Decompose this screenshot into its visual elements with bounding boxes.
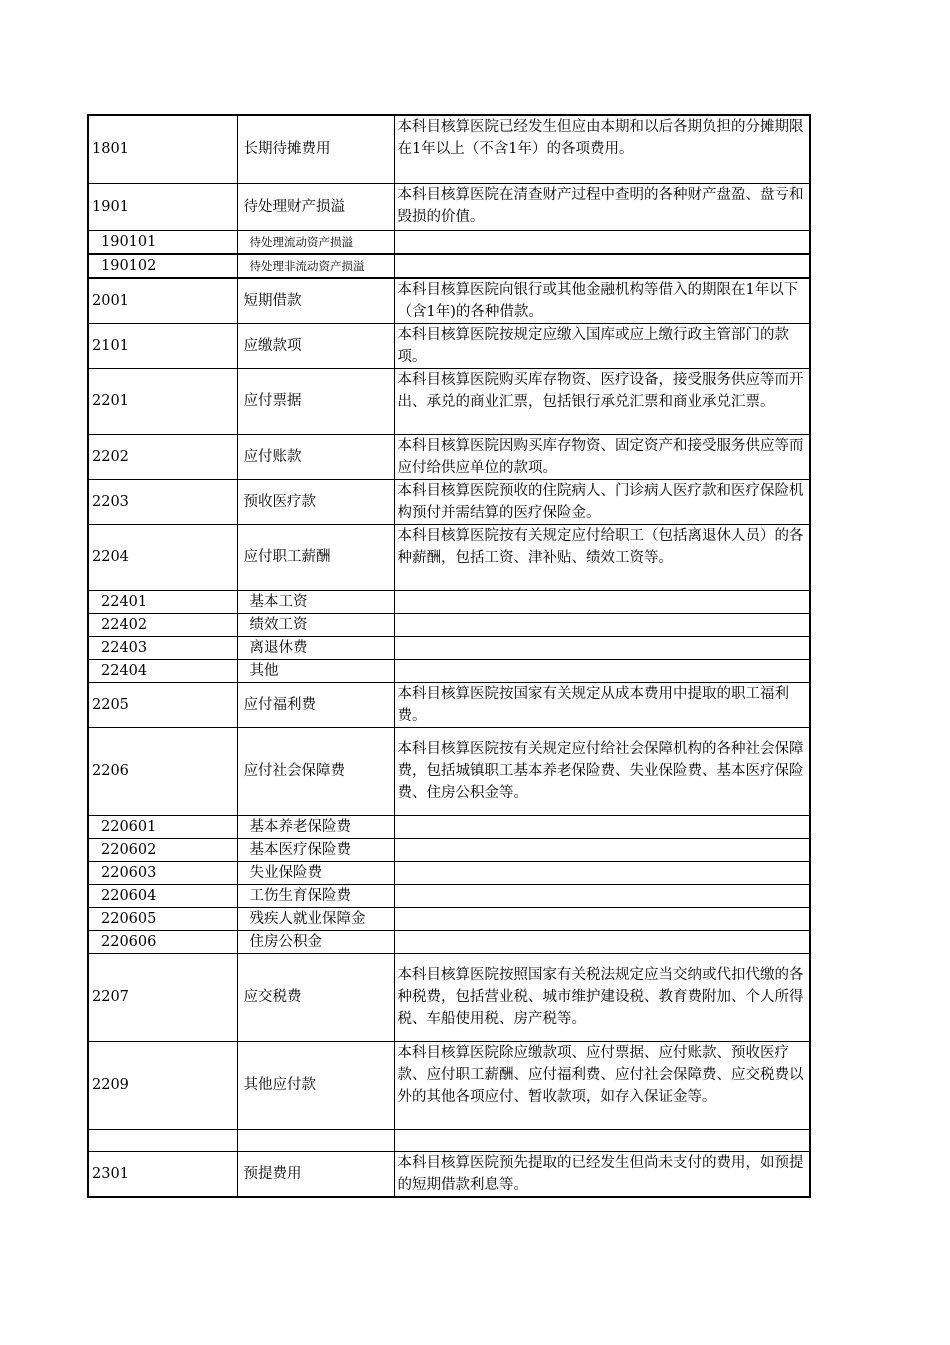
account-description: 本科目核算医院已经发生但应由本期和以后各期负担的分摊期限在1年以上（不含1年）的各项费用。 — [394, 115, 810, 183]
account-code: 220602 — [88, 838, 237, 861]
account-description — [394, 254, 810, 278]
account-name: 预收医疗款 — [237, 479, 394, 524]
account-description — [394, 659, 810, 682]
account-name: 待处理非流动资产损溢 — [237, 254, 394, 278]
account-name: 应付票据 — [237, 368, 394, 434]
account-code: 2001 — [88, 278, 237, 324]
table-row — [88, 659, 810, 682]
account-description: 本科目核算医院在清查财产过程中查明的各种财产盘盈、盘亏和毁损的价值。 — [394, 183, 810, 230]
account-name: 应付职工薪酬 — [237, 524, 394, 590]
account-description — [394, 1129, 810, 1151]
account-code: 2209 — [88, 1041, 237, 1129]
account-name: 工伤生育保险费 — [237, 884, 394, 907]
account-name: 长期待摊费用 — [237, 115, 394, 183]
account-code: 220603 — [88, 861, 237, 884]
table-row — [88, 682, 810, 727]
table-row — [88, 930, 810, 953]
account-name: 应付账款 — [237, 434, 394, 479]
account-code: 2205 — [88, 682, 237, 727]
account-name: 其他 — [237, 659, 394, 682]
account-description: 本科目核算医院按国家有关规定从成本费用中提取的职工福利费。 — [394, 682, 810, 727]
table-row — [88, 278, 810, 324]
account-name: 应付社会保障费 — [237, 727, 394, 815]
account-name: 应缴款项 — [237, 323, 394, 368]
table-row — [88, 254, 810, 278]
account-description: 本科目核算医院购买库存物资、医疗设备，接受服务供应等而开出、承兑的商业汇票，包括银行承兑汇票和商业承兑汇票。 — [394, 368, 810, 434]
account-code: 2201 — [88, 368, 237, 434]
account-description: 本科目核算医院因购买库存物资、固定资产和接受服务供应等而应付给供应单位的款项。 — [394, 434, 810, 479]
table-row — [88, 590, 810, 613]
account-name: 基本医疗保险费 — [237, 838, 394, 861]
account-name: 应交税费 — [237, 953, 394, 1041]
table-row — [88, 323, 810, 368]
account-code: 2101 — [88, 323, 237, 368]
account-code: 220601 — [88, 815, 237, 838]
account-name: 待处理财产损溢 — [237, 183, 394, 230]
account-code: 220604 — [88, 884, 237, 907]
table-row — [88, 1041, 810, 1129]
account-code: 190101 — [88, 230, 237, 254]
account-description — [394, 884, 810, 907]
account-name: 其他应付款 — [237, 1041, 394, 1129]
account-code: 1801 — [88, 115, 237, 183]
table-row — [88, 368, 810, 434]
account-code: 2202 — [88, 434, 237, 479]
table-row — [88, 861, 810, 884]
table-row — [88, 907, 810, 930]
table-row — [88, 953, 810, 1041]
account-name: 待处理流动资产损溢 — [237, 230, 394, 254]
account-code: 22404 — [88, 659, 237, 682]
account-code: 2206 — [88, 727, 237, 815]
account-name: 应付福利费 — [237, 682, 394, 727]
account-code — [88, 1129, 237, 1151]
account-code: 2207 — [88, 953, 237, 1041]
table-row — [88, 115, 810, 183]
account-description — [394, 230, 810, 254]
account-description: 本科目核算医院预收的住院病人、门诊病人医疗款和医疗保险机构预付并需结算的医疗保险金。 — [394, 479, 810, 524]
account-description — [394, 636, 810, 659]
account-description — [394, 930, 810, 953]
account-description: 本科目核算医院预先提取的已经发生但尚未支付的费用，如预提的短期借款利息等。 — [394, 1151, 810, 1197]
account-code: 190102 — [88, 254, 237, 278]
account-name — [237, 1129, 394, 1151]
table-row — [88, 183, 810, 230]
table-row — [88, 613, 810, 636]
account-description: 本科目核算医院按照国家有关税法规定应当交纳或代扣代缴的各种税费，包括营业税、城市维护建设税、教育费附加、个人所得税、车船使用税、房产税等。 — [394, 953, 810, 1041]
account-code: 1901 — [88, 183, 237, 230]
account-name: 住房公积金 — [237, 930, 394, 953]
account-name: 基本工资 — [237, 590, 394, 613]
account-code: 22403 — [88, 636, 237, 659]
table-row — [88, 636, 810, 659]
account-name: 失业保险费 — [237, 861, 394, 884]
account-table — [87, 114, 811, 1198]
account-description — [394, 861, 810, 884]
account-description — [394, 907, 810, 930]
account-description — [394, 613, 810, 636]
account-description: 本科目核算医院除应缴款项、应付票据、应付账款、预收医疗款、应付职工薪酬、应付福利费、应付社会保障费、应交税费以外的其他各项应付、暂收款项，如存入保证金等。 — [394, 1041, 810, 1129]
account-description — [394, 590, 810, 613]
table-row — [88, 230, 810, 254]
account-name: 离退休费 — [237, 636, 394, 659]
account-code: 2301 — [88, 1151, 237, 1197]
account-description — [394, 815, 810, 838]
account-description — [394, 838, 810, 861]
account-code: 22402 — [88, 613, 237, 636]
table-row — [88, 1151, 810, 1197]
table-row — [88, 815, 810, 838]
account-code: 22401 — [88, 590, 237, 613]
account-description: 本科目核算医院按有关规定应付给社会保障机构的各种社会保障费，包括城镇职工基本养老保险费、失业保险费、基本医疗保险费、住房公积金等。 — [394, 727, 810, 815]
table-row — [88, 479, 810, 524]
account-name: 基本养老保险费 — [237, 815, 394, 838]
account-code: 220605 — [88, 907, 237, 930]
account-name: 预提费用 — [237, 1151, 394, 1197]
table-row — [88, 1129, 810, 1151]
table-row — [88, 524, 810, 590]
account-description: 本科目核算医院按有关规定应付给职工（包括离退休人员）的各种薪酬，包括工资、津补贴、绩效工资等。 — [394, 524, 810, 590]
account-name: 残疾人就业保障金 — [237, 907, 394, 930]
account-description: 本科目核算医院按规定应缴入国库或应上缴行政主管部门的款项。 — [394, 323, 810, 368]
account-code: 2203 — [88, 479, 237, 524]
table-row — [88, 727, 810, 815]
account-code: 220606 — [88, 930, 237, 953]
account-name: 短期借款 — [237, 278, 394, 324]
table-row — [88, 884, 810, 907]
account-code: 2204 — [88, 524, 237, 590]
account-name: 绩效工资 — [237, 613, 394, 636]
table-row — [88, 434, 810, 479]
account-description: 本科目核算医院向银行或其他金融机构等借入的期限在1年以下（含1年)的各种借款。 — [394, 278, 810, 324]
table-row — [88, 838, 810, 861]
